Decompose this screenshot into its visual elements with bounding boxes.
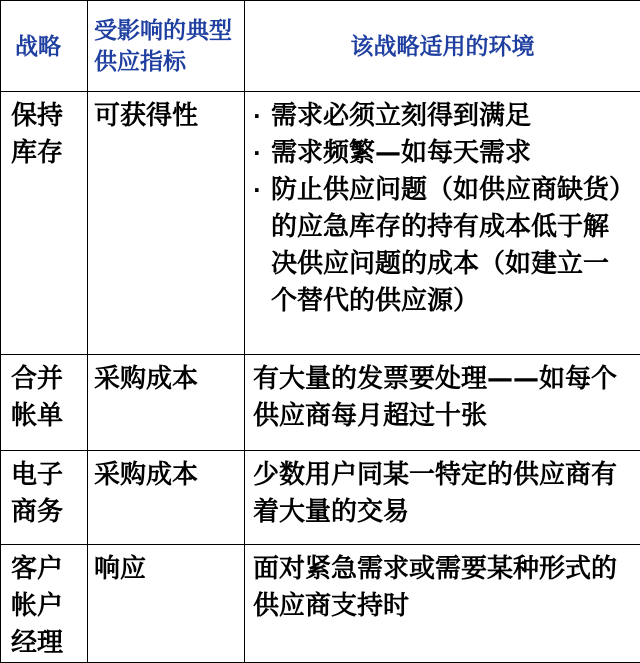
environment-text: 有大量的发票要处理——如每个供应商每月超过十张: [253, 361, 634, 435]
cell-strategy: 合并帐单: [1, 355, 88, 451]
bullet-item: [253, 135, 634, 172]
bullet-text: 需求频繁—如每天需求: [271, 135, 634, 172]
bullet-item: [253, 172, 634, 320]
table-row: [1, 92, 640, 355]
bullet-icon: ·: [253, 172, 271, 209]
bullet-item: [253, 98, 634, 135]
cell-indicator: 可获得性: [88, 92, 245, 355]
cell-environment: [245, 545, 640, 663]
cell-strategy: 保持库存: [1, 92, 88, 355]
cell-strategy: 电子商务: [1, 451, 88, 545]
bullet-icon: ·: [253, 135, 271, 172]
bullet-text: 需求必须立刻得到满足: [271, 98, 634, 135]
cell-environment: [245, 355, 640, 451]
cell-indicator: 响应: [88, 545, 245, 663]
header-indicator: 受影响的典型供应指标: [88, 1, 245, 92]
cell-environment: [245, 92, 640, 355]
cell-environment: [245, 451, 640, 545]
cell-strategy: 客户帐户经理: [1, 545, 88, 663]
table-row: [1, 355, 640, 451]
bullet-text: 防止供应问题（如供应商缺货）的应急库存的持有成本低于解决供应问题的成本（如建立一个替代的供应源）: [271, 172, 634, 320]
bullet-icon: ·: [253, 98, 271, 135]
header-row: [1, 1, 640, 92]
header-strategy: 战略: [1, 1, 88, 92]
table-row: [1, 545, 640, 663]
environment-text: 面对紧急需求或需要某种形式的供应商支持时: [253, 551, 634, 625]
environment-text: 少数用户同某一特定的供应商有着大量的交易: [253, 457, 634, 531]
cell-indicator: 采购成本: [88, 355, 245, 451]
cell-indicator: 采购成本: [88, 451, 245, 545]
table-row: [1, 451, 640, 545]
header-environment: 该战略适用的环境: [245, 1, 640, 92]
